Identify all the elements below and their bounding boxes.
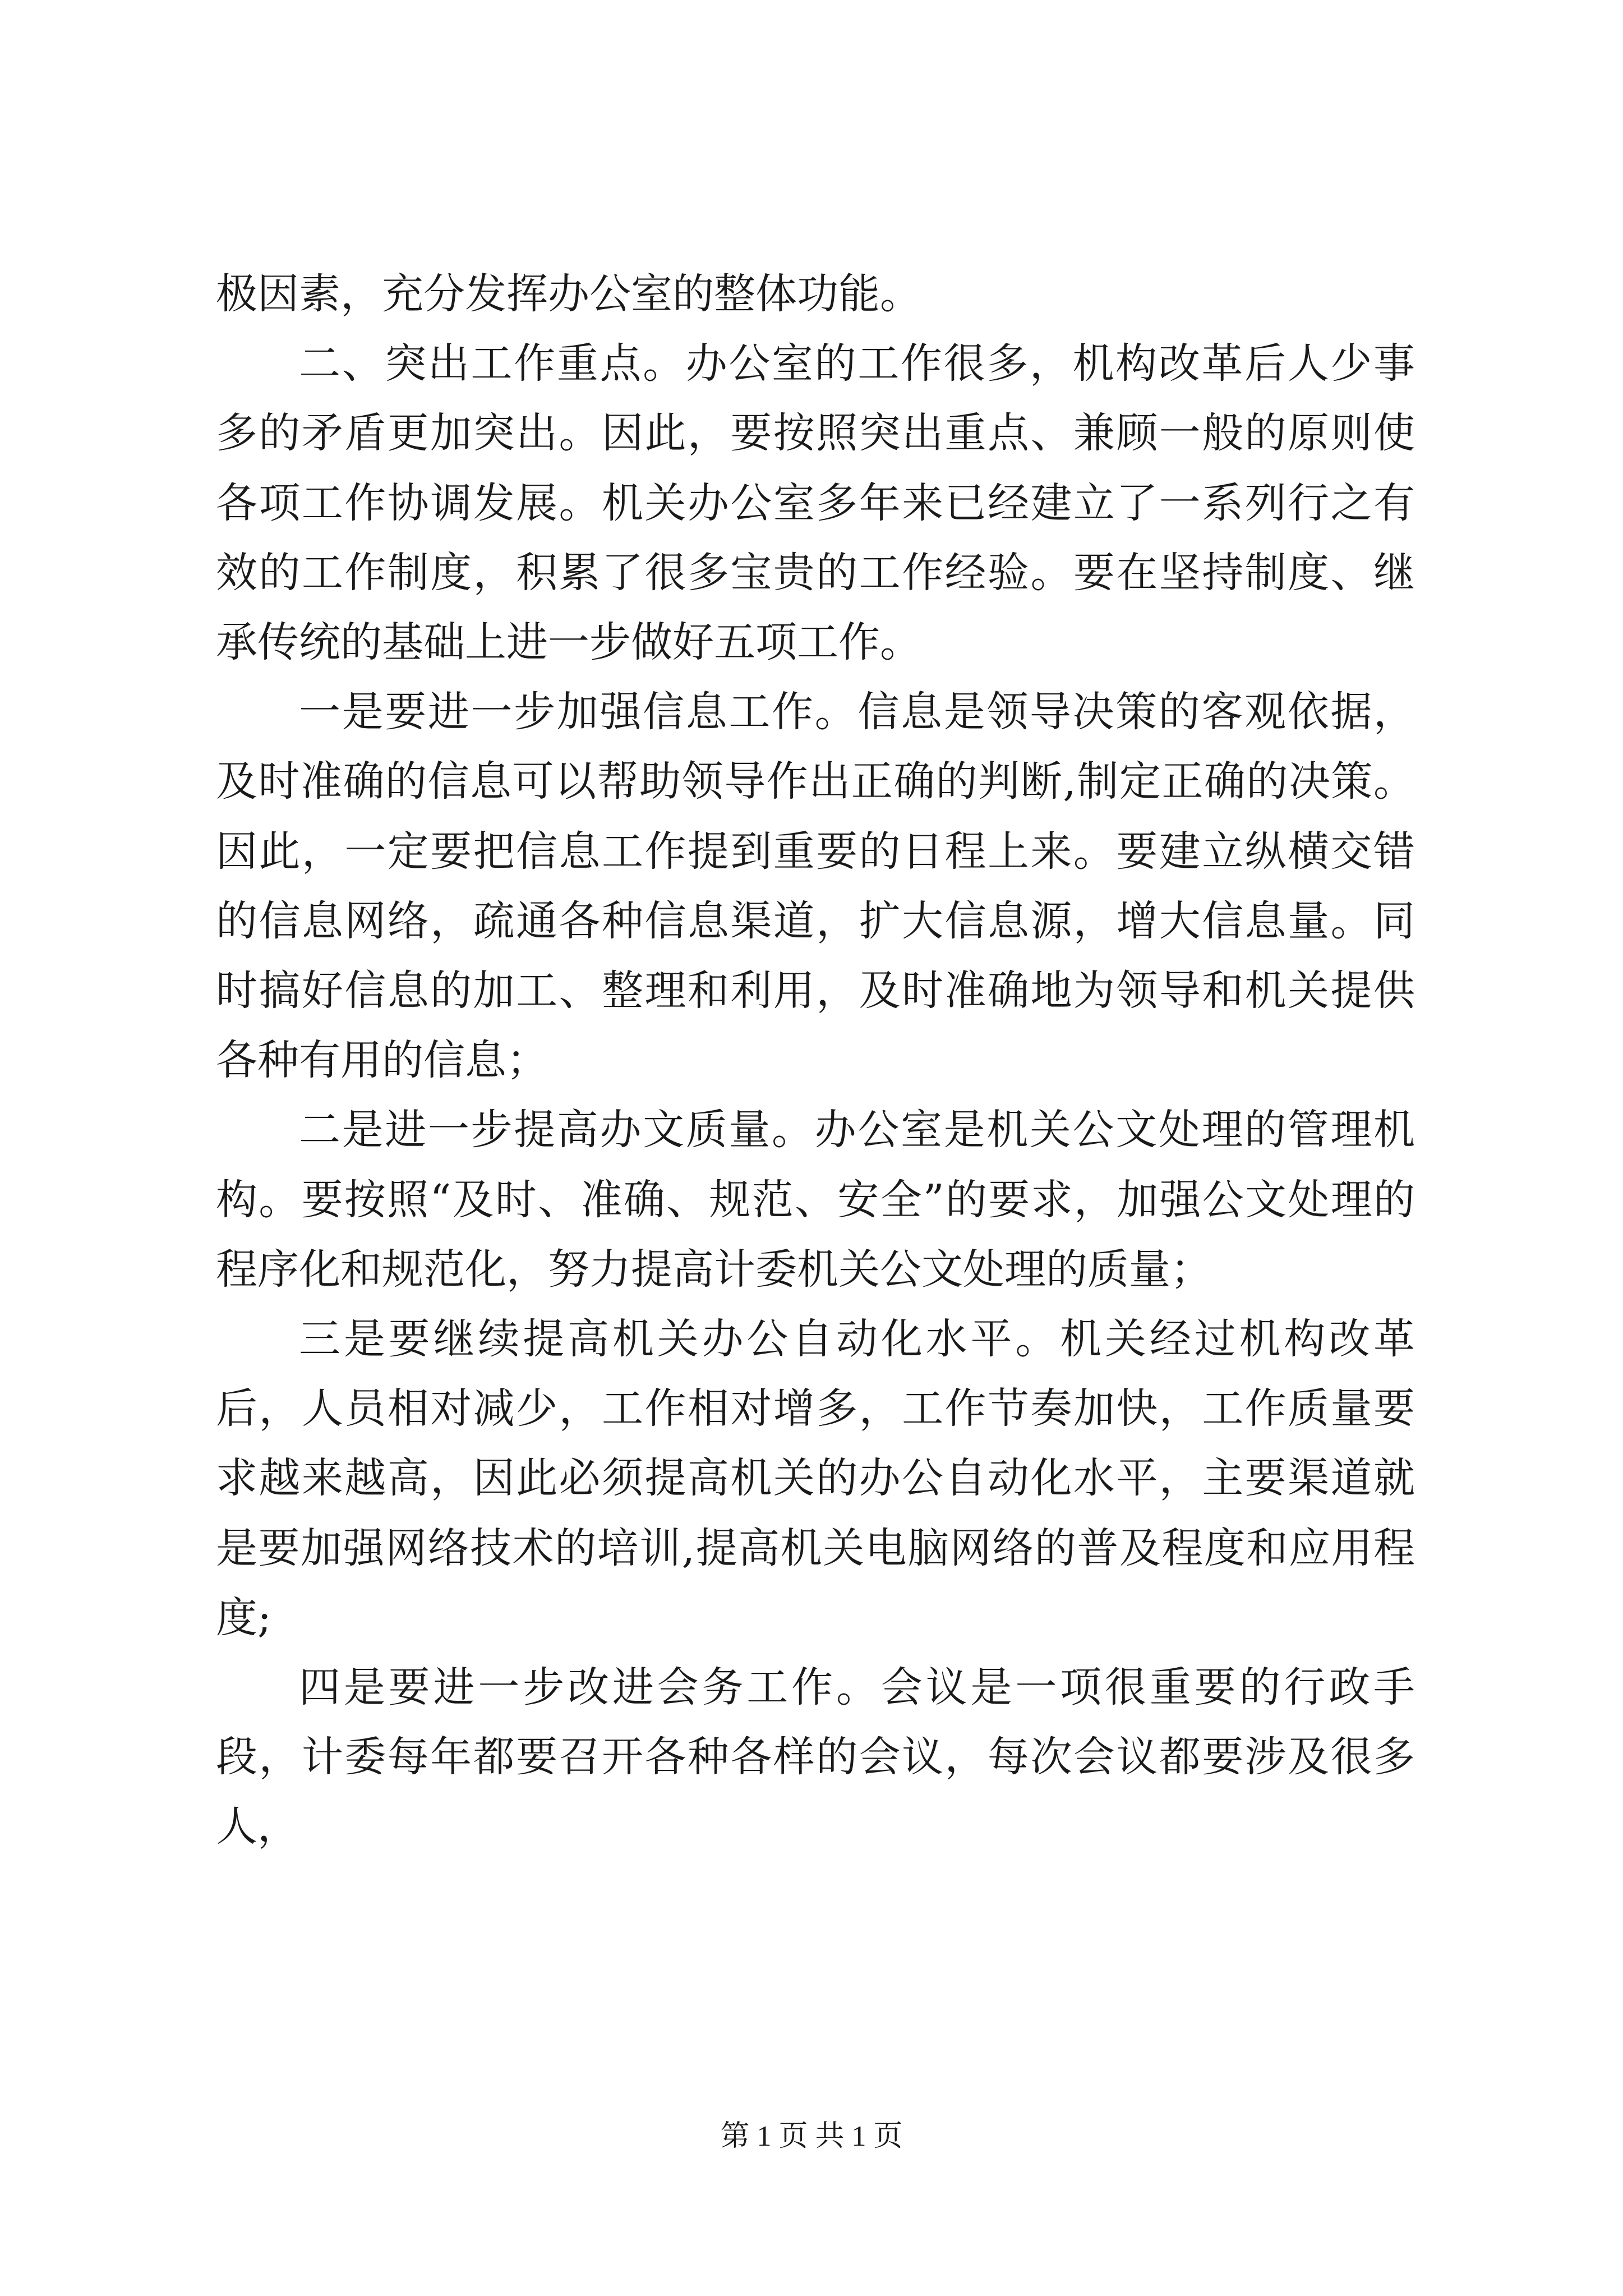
paragraph-item-two: 二是进一步提高办文质量。办公室是机关公文处理的管理机构。要按照“及时、准确、规范、安全”的要求，加强公文处理的程序化和规范化，努力提高计委机关公文处理的质量； — [216, 1106, 1415, 1294]
page-number-footer: 第 1 页 共 1 页 — [720, 2120, 903, 2152]
paragraph-item-one: 一是要进一步加强信息工作。信息是领导决策的客观依据，及时准确的信息可以帮助领导作出正确的判断,制定正确的决策。因此，一定要把信息工作提到重要的日程上来。要建立纵横交错的信息网络，疏通各种信息渠道，扩大信息源，增大信息量。同时搞好信息的加工、整理和利用，及时准确地为领导和机关提供各种有用的信息； — [216, 688, 1415, 1085]
paragraph-continuation: 极因素，充分发挥办公室的整体功能。 — [216, 270, 921, 318]
document-body — [216, 259, 1415, 1862]
paragraph-item-three: 三是要继续提高机关办公自动化水平。机关经过机构改革后，人员相对减少，工作相对增多，工作节奏加快，工作质量要求越来越高，因此必须提高机关的办公自动化水平，主要渠道就是要加强网络技术的培训,提高机关电脑网络的普及程度和应用程度; — [216, 1315, 1415, 1642]
paragraph-item-four: 四是要进一步改进会务工作。会议是一项很重要的行政手段，计委每年都要召开各种各样的会议，每次会议都要涉及很多人， — [216, 1663, 1415, 1851]
paragraph-section-two: 二、突出工作重点。办公室的工作很多，机构改革后人少事多的矛盾更加突出。因此，要按照突出重点、兼顾一般的原则使各项工作协调发展。机关办公室多年来已经建立了一系列行之有效的工作制度，积累了很多宝贵的工作经验。要在坚持制度、继承传统的基础上进一步做好五项工作。 — [216, 339, 1415, 667]
